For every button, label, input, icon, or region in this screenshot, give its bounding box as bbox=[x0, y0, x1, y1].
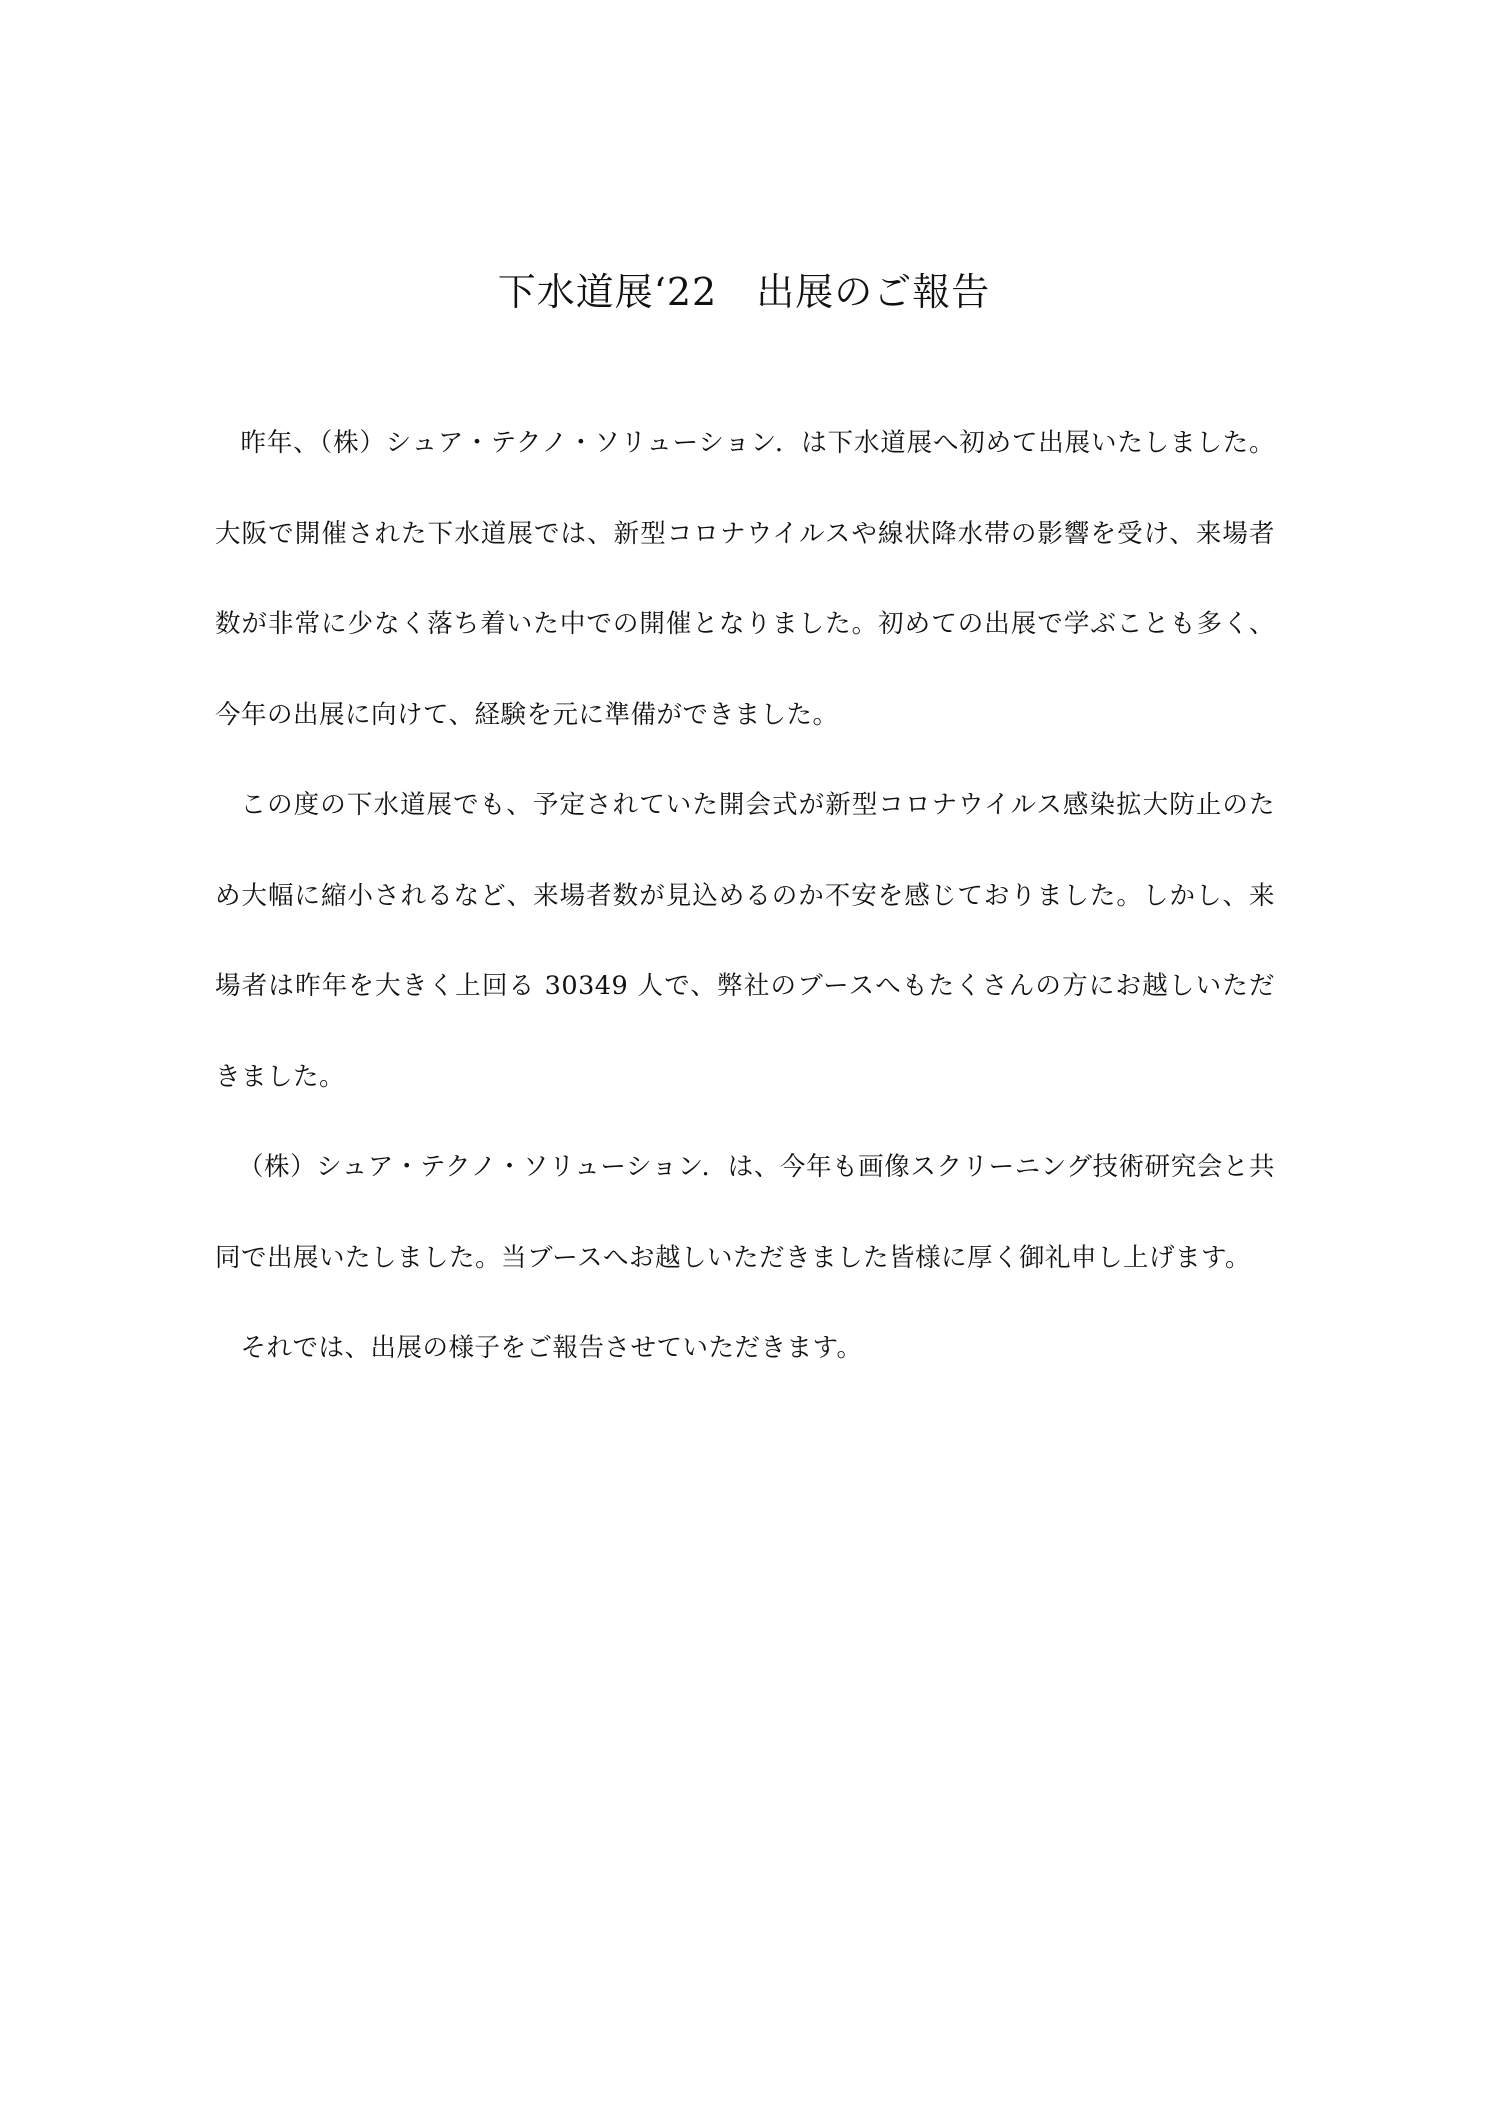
paragraph-this-year: この度の下水道展でも、予定されていた開会式が新型コロナウイルス感染拡大防止のため大幅に縮小されるなど、来場者数が見込めるのか不安を感じておりました。しかし、来場者は昨年を大きく上回る 30349 人で、弊社のブースへもたくさんの方にお越しいただきました。 bbox=[215, 790, 1275, 1092]
document-title: 下水道展‘22 出展のご報告 bbox=[497, 270, 991, 314]
paragraph-joint-exhibit: （株）シュア・テクノ・ソリューション．は、今年も画像スクリーニング技術研究会と共同で出展いたしました。当ブースへお越しいただきました皆様に厚く御礼申し上げます。 bbox=[215, 1152, 1275, 1273]
paragraph-closing: それでは、出展の様子をご報告させていただきます。 bbox=[240, 1333, 863, 1363]
document-body bbox=[215, 398, 1275, 1394]
paragraph-previous-year: 昨年、（株）シュア・テクノ・ソリューション．は下水道展へ初めて出展いたしました。大阪で開催された下水道展では、新型コロナウイルスや線状降水帯の影響を受け、来場者数が非常に少なく落ち着いた中での開催となりました。初めての出展で学ぶことも多く、今年の出展に向けて、経験を元に準備ができました。 bbox=[215, 428, 1275, 730]
